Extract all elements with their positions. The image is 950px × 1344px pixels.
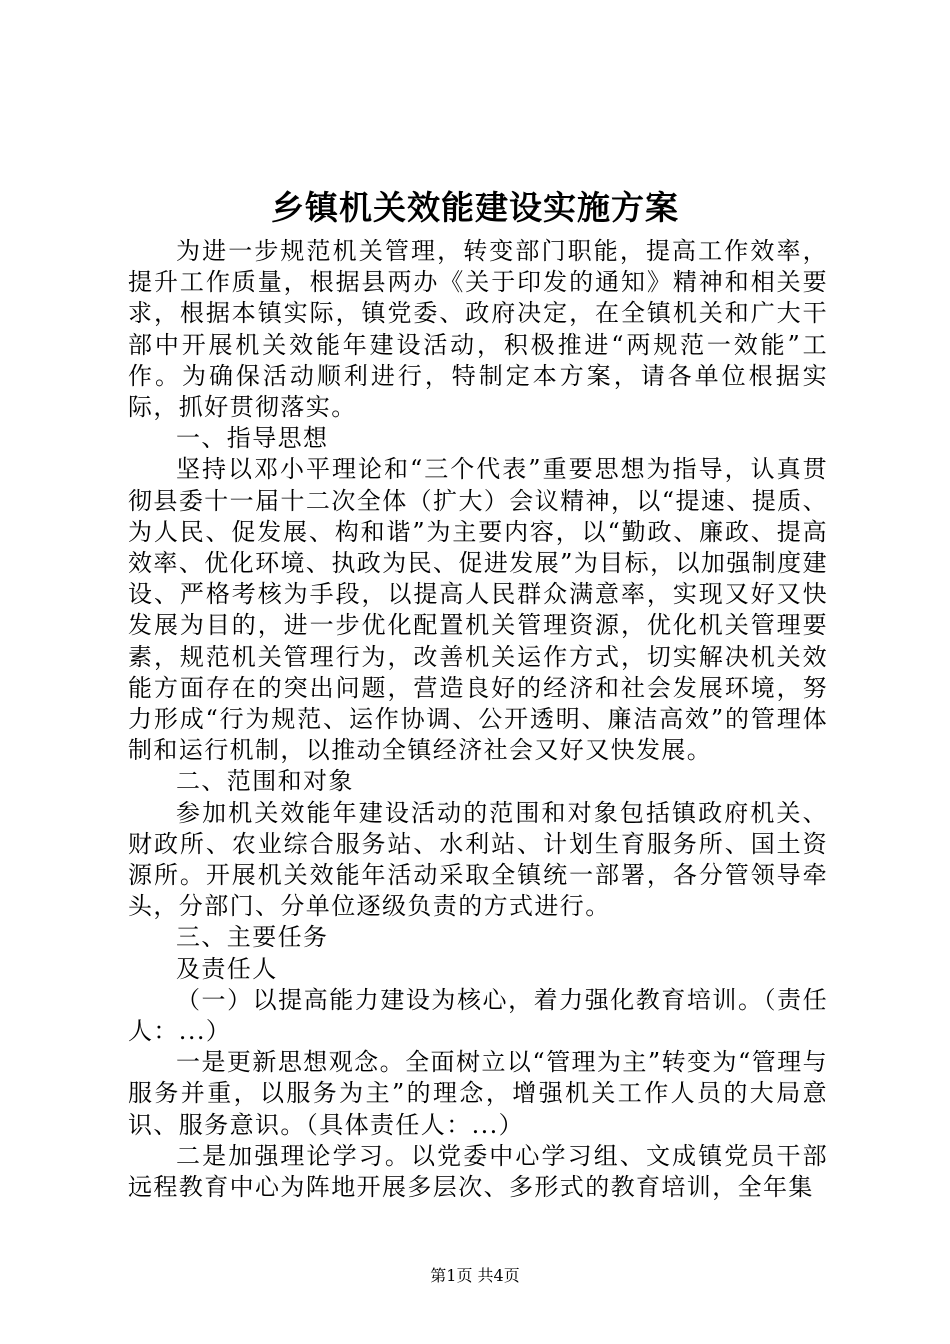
- page-number: 第1页 共4页: [430, 1266, 520, 1285]
- document-body: [128, 236, 828, 1203]
- paragraph-guiding-thought: 坚持以邓小平理论和“三个代表”重要思想为指导，认真贯彻县委十一届十二次全体（扩大）会议精神，以“提速、提质、为人民、促发展、构和谐”为主要内容，以“勤政、廉政、提高效率、优化环境、执政为民、促进发展”为目标，以加强制度建设、严格考核为手段，以提高人民群众满意率，实现又好又快发展为目的，进一步优化配置机关管理资源，优化机关管理要素，规范机关管理行为，改善机关运作方式，切实解决机关效能方面存在的突出问题，营造良好的经济和社会发展环境，努力形成“行为规范、运作协调、公开透明、廉洁高效”的管理体制和运行机制，以推动全镇经济社会又好又快发展。: [128, 455, 828, 765]
- paragraph-item-1: 一是更新思想观念。全面树立以“管理为主”转变为“管理与服务并重，以服务为主”的理念，增强机关工作人员的大局意识、服务意识。（具体责任人：...）: [128, 1048, 828, 1139]
- paragraph-scope: 参加机关效能年建设活动的范围和对象包括镇政府机关、财政所、农业综合服务站、水利站、计划生育服务所、国土资源所。开展机关效能年活动采取全镇统一部署，各分管领导牵头，分部门、分单位逐级负责的方式进行。: [128, 798, 828, 921]
- subsection-heading-1: （一）以提高能力建设为核心，着力强化教育培训。（责任人：...）: [128, 985, 828, 1046]
- document-title: 乡镇机关效能建设实施方案: [271, 188, 679, 227]
- paragraph-item-2: 二是加强理论学习。以党委中心学习组、文成镇党员干部远程教育中心为阵地开展多层次、多形式的教育培训，全年集: [128, 1141, 828, 1202]
- paragraph-intro: 为进一步规范机关管理，转变部门职能，提高工作效率，提升工作质量，根据县两办《关于印发的通知》精神和相关要求，根据本镇实际，镇党委、政府决定，在全镇机关和广大干部中开展机关效能年建设活动，积极推进“两规范一效能”工作。为确保活动顺利进行，特制定本方案，请各单位根据实际，抓好贯彻落实。: [128, 237, 828, 422]
- section-heading-3: 三、主要任务: [176, 923, 329, 952]
- section-heading-1: 一、指导思想: [176, 424, 329, 453]
- section-heading-3-continued: 及责任人: [176, 954, 278, 983]
- section-heading-2: 二、范围和对象: [176, 767, 354, 796]
